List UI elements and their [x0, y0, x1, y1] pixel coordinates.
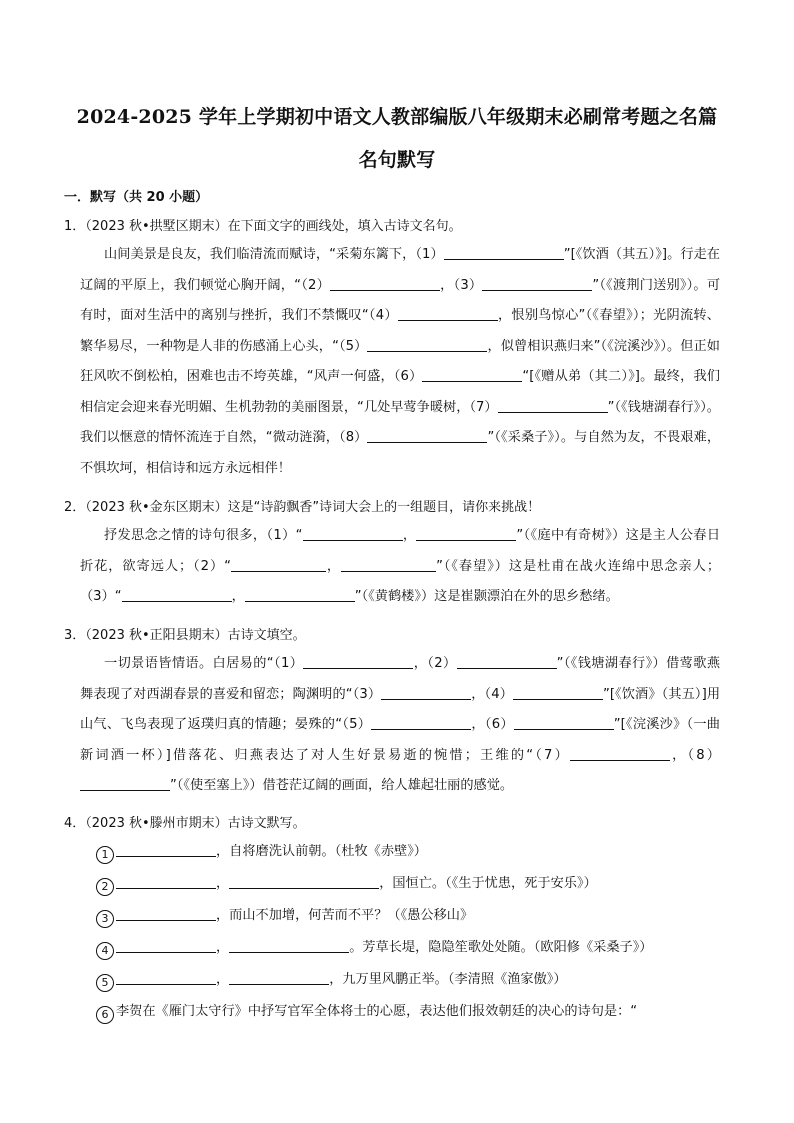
answer-blank[interactable]: [116, 842, 216, 857]
page-title: 2024-2025 学年上学期初中语文人教部编版八年级期末必刷常考题之名篇: [76, 106, 718, 128]
item-number-circle: 1: [96, 846, 114, 864]
q1-text: ，恨别鸟惊心”（《春望》）；光阴流转、繁华易尽，一种物是人非的伤感涌上心头，“（5）: [80, 308, 720, 354]
q3-text: ，（8）: [669, 747, 720, 763]
answer-blank[interactable]: [229, 970, 329, 985]
answer-blank[interactable]: [303, 526, 403, 541]
answer-blank[interactable]: [514, 715, 614, 730]
item-number-circle: 4: [96, 942, 114, 960]
answer-blank[interactable]: [457, 654, 557, 669]
item-number-circle: 2: [96, 878, 114, 896]
question-1-heading: 1．（2023 秋•拱墅区期末）在下面文字的画线处，填入古诗文名句。: [64, 219, 462, 234]
item-text: ，自将磨洗认前朝。（杜牧《赤壁》）: [216, 844, 427, 859]
item-number-circle: 3: [96, 910, 114, 928]
q2-text: ，: [402, 528, 417, 543]
answer-blank[interactable]: [116, 874, 216, 889]
q3-text: ”[《浣溪沙》（一曲新词酒一杯）]借落花、归燕表达了对人生好景易逝的惋惜；王维的“（7）: [80, 717, 720, 763]
answer-blank[interactable]: [116, 906, 216, 921]
answer-blank[interactable]: [245, 587, 355, 602]
question-2-body: [80, 521, 720, 613]
answer-blank[interactable]: [303, 654, 413, 669]
answer-blank[interactable]: [122, 587, 232, 602]
item-text: 。芳草长堤，隐隐笙歌处处随。（欧阳修《采桑子》）: [349, 940, 653, 955]
list-item: [96, 968, 567, 992]
answer-blank[interactable]: [116, 970, 216, 985]
answer-blank[interactable]: [570, 746, 670, 761]
q2-text: ”（《庭中有奇树》）这是主人公春日折花，欲寄远人；（2）“: [80, 528, 721, 574]
q1-text: ”（《采桑子》）。与自然为友，不畏艰难，不惧坎坷，相信诗和远方永远相伴！: [80, 430, 721, 476]
q1-text: 山间美景是良友，我们临清流而赋诗，“采菊东篱下，（1）: [104, 247, 444, 262]
answer-blank[interactable]: [116, 938, 216, 953]
answer-blank[interactable]: [367, 337, 487, 352]
answer-blank[interactable]: [330, 276, 440, 291]
list-item: [96, 840, 427, 864]
q3-text: ，（6）: [471, 717, 514, 732]
item-text: ，国恒亡。（《生于忧患，死于安乐》）: [379, 876, 597, 891]
page-subtitle: 名句默写: [358, 149, 436, 171]
answer-blank[interactable]: [229, 938, 349, 953]
answer-blank[interactable]: [229, 874, 379, 889]
question-3-body: [80, 649, 720, 802]
answer-blank[interactable]: [367, 428, 487, 443]
answer-blank[interactable]: [422, 367, 522, 382]
question-4-heading: 4．（2023 秋•滕州市期末）古诗文默写。: [64, 816, 306, 831]
answer-blank[interactable]: [381, 685, 471, 700]
list-item: [96, 1000, 637, 1024]
answer-blank[interactable]: [444, 245, 564, 260]
answer-blank[interactable]: [482, 276, 592, 291]
item-text: ，: [216, 940, 230, 955]
item-number-circle: 6: [96, 1006, 114, 1024]
item-text: 李贺在《雁门太守行》中抒写官军全体将士的心愿，表达他们报效朝廷的决心的诗句是：“: [116, 1004, 638, 1019]
item-text: ，: [216, 876, 230, 891]
item-text: ，: [216, 972, 230, 987]
q1-text: “[《赠从弟（其二）》]。最终，我们相信定会迎来春光明媚、生机勃勃的美丽图景，“几处早莺争暖树，（7）: [80, 369, 720, 415]
answer-blank[interactable]: [498, 398, 608, 413]
answer-blank[interactable]: [231, 557, 326, 572]
question-3-heading: 3．（2023 秋•正阳县期末）古诗文填空。: [64, 628, 306, 643]
item-number-circle: 5: [96, 974, 114, 992]
question-2-heading: 2．（2023 秋•金东区期末）这是“诗韵飘香”诗词大会上的一组题目，请你来挑战！: [64, 500, 541, 515]
q3-text: 一切景语皆情语。白居易的“（1）: [104, 656, 304, 671]
answer-blank[interactable]: [416, 526, 516, 541]
q2-text: ”（《春望》）这是杜甫在战火连绵中思念亲人；（3）“: [80, 558, 721, 604]
question-1-body: [80, 240, 720, 484]
q3-text: ，（2）: [413, 656, 457, 671]
q3-text: ”（《使至塞上》）借苍茫辽阔的画面，给人雄起壮丽的感觉。: [170, 778, 514, 793]
q3-text: ，（4）: [471, 686, 513, 702]
q3-text: ”[《饮酒》（其五）]用山气、飞鸟表现了返璞归真的情趣；晏殊的“（5）: [80, 686, 721, 732]
answer-blank[interactable]: [341, 557, 436, 572]
q1-text: ”（《钱塘湖春行》）。我们以惬意的情怀流连于自然，“微动涟漪，（8）: [80, 399, 720, 445]
answer-blank[interactable]: [513, 685, 603, 700]
list-item: [96, 936, 653, 960]
q2-text: ，: [325, 558, 342, 574]
q3-text: ”（《钱塘湖春行》）借莺歌燕舞表现了对西湖春景的喜爱和留恋；陶渊明的“（3）: [80, 656, 721, 702]
section-heading: 一．默写（共 20 小题）: [64, 190, 209, 205]
list-item: [96, 904, 473, 928]
q1-text: ，（3）: [439, 277, 483, 293]
q2-text: ，: [231, 589, 245, 604]
q1-text: ”（《渡荆门送别》）。可有时，面对生活中的离别与挫折，我们不禁慨叹“（4）: [80, 277, 721, 323]
item-text: ，而山不加增，何苦而不平？（《愚公移山》: [216, 908, 474, 923]
answer-blank[interactable]: [371, 715, 471, 730]
q1-text: ，似曾相识燕归来”（《浣溪沙》）。但正如狂风吹不倒松柏，困难也击不垮英雄，“风声一何盛，（6）: [80, 338, 720, 384]
q2-text: ”（《黄鹤楼》）这是崔颢漂泊在外的思乡愁绪。: [354, 589, 619, 604]
item-text: ，九万里风鹏正举。（李清照《渔家傲》）: [329, 972, 567, 987]
list-item: [96, 872, 597, 896]
q1-text: ”[《饮酒（其五）》]。行走在辽阔的平原上，我们顿觉心胸开阔，“（2）: [80, 247, 720, 293]
q2-text: 抒发思念之情的诗句很多，（1）“: [104, 528, 303, 543]
answer-blank[interactable]: [398, 306, 498, 321]
answer-blank[interactable]: [80, 776, 170, 791]
